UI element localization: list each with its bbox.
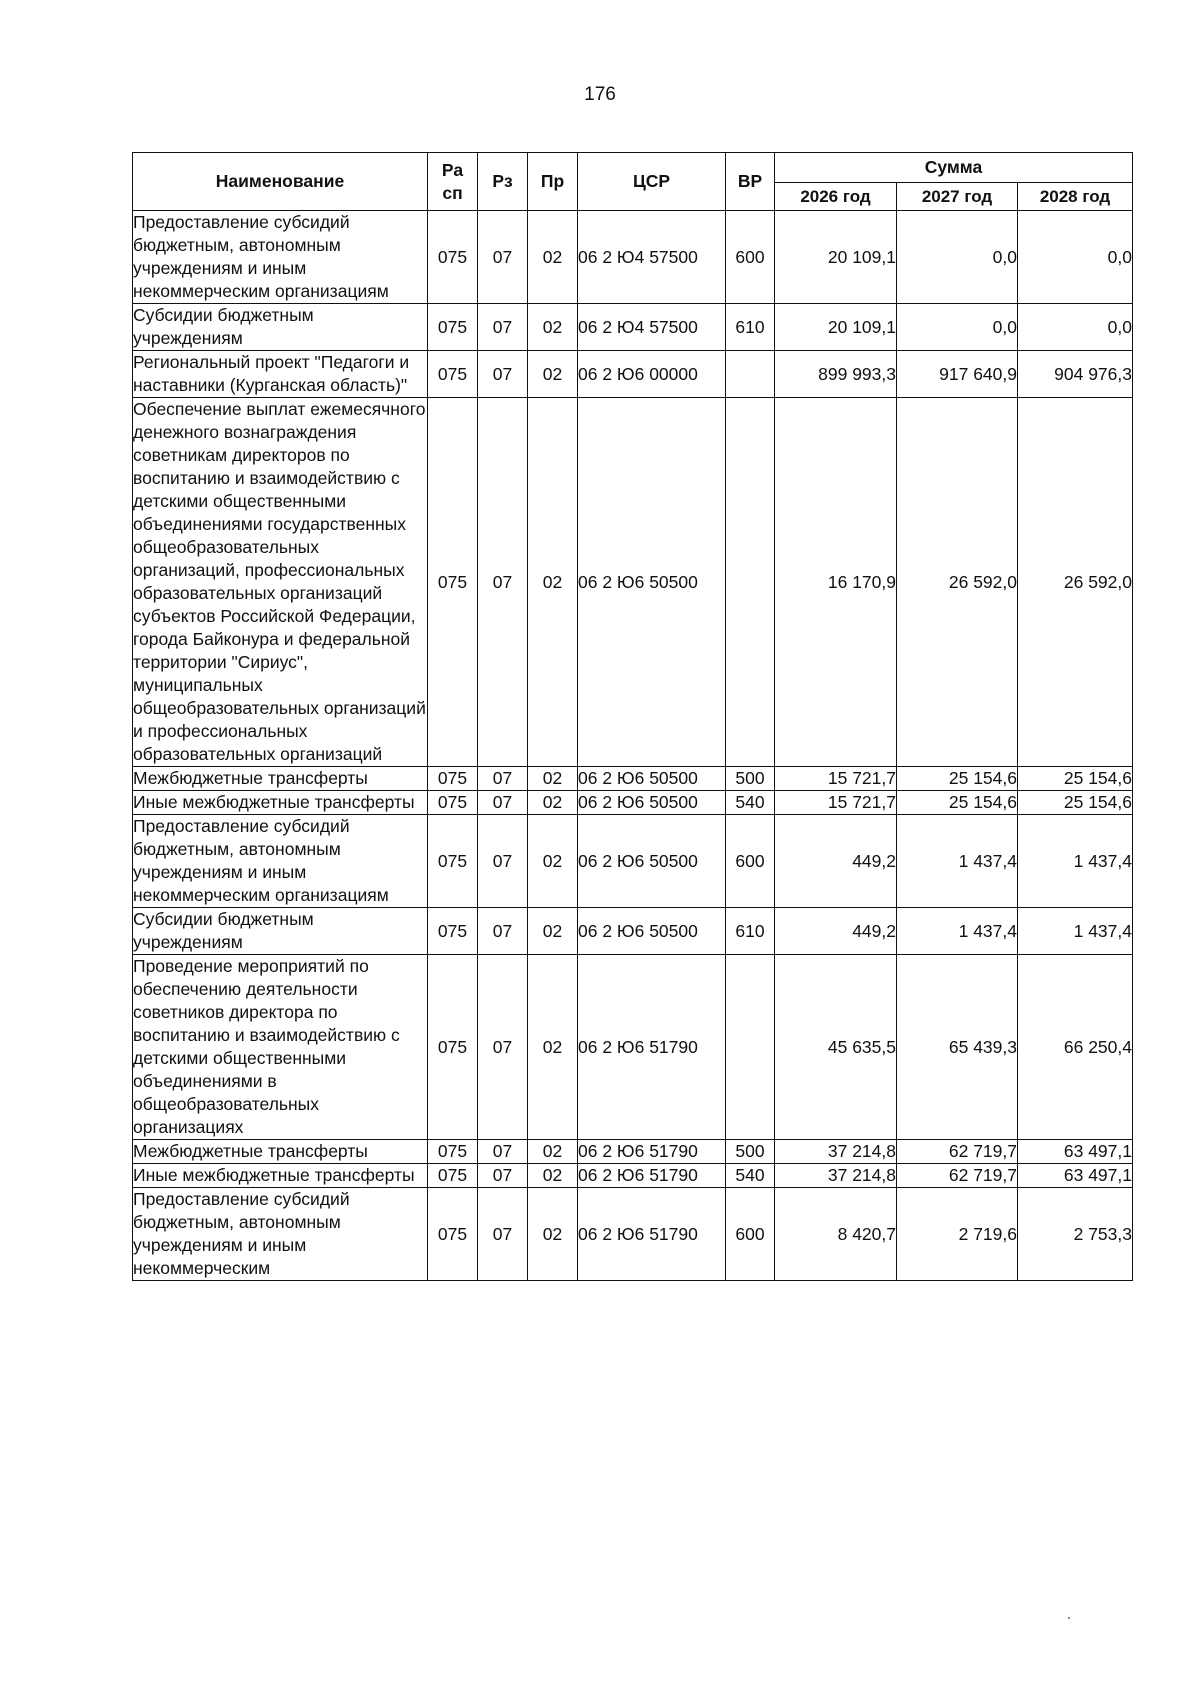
cell-rz: 07 bbox=[478, 815, 528, 908]
budget-table bbox=[132, 152, 1133, 1281]
cell-rz: 07 bbox=[478, 398, 528, 767]
cell-name: Предоставление субсидий бюджетным, автономным учреждениям и иным некоммерческим организациям bbox=[133, 815, 428, 908]
cell-rasp: 075 bbox=[428, 767, 478, 791]
cell-rasp: 075 bbox=[428, 351, 478, 398]
cell-2028: 26 592,0 bbox=[1018, 398, 1133, 767]
cell-2026: 15 721,7 bbox=[775, 767, 897, 791]
cell-2027: 25 154,6 bbox=[897, 791, 1018, 815]
header-year-2028: 2028 год bbox=[1018, 183, 1133, 211]
cell-2026: 8 420,7 bbox=[775, 1188, 897, 1281]
cell-2027: 25 154,6 bbox=[897, 767, 1018, 791]
cell-csr: 06 2 Ю6 50500 bbox=[578, 908, 726, 955]
cell-2027: 0,0 bbox=[897, 211, 1018, 304]
page-number: 176 bbox=[584, 84, 616, 105]
table-row bbox=[133, 211, 1133, 304]
cell-2028: 66 250,4 bbox=[1018, 955, 1133, 1140]
header-year-2027: 2027 год bbox=[897, 183, 1018, 211]
cell-pr: 02 bbox=[528, 955, 578, 1140]
cell-2028: 0,0 bbox=[1018, 211, 1133, 304]
cell-pr: 02 bbox=[528, 1140, 578, 1164]
cell-rz: 07 bbox=[478, 351, 528, 398]
header-rz: Рз bbox=[478, 153, 528, 211]
cell-csr: 06 2 Ю6 00000 bbox=[578, 351, 726, 398]
cell-2026: 449,2 bbox=[775, 815, 897, 908]
cell-vr: 540 bbox=[726, 1164, 775, 1188]
cell-rasp: 075 bbox=[428, 1140, 478, 1164]
cell-2026: 899 993,3 bbox=[775, 351, 897, 398]
cell-pr: 02 bbox=[528, 1164, 578, 1188]
cell-vr: 600 bbox=[726, 815, 775, 908]
cell-name: Иные межбюджетные трансферты bbox=[133, 1164, 428, 1188]
cell-rasp: 075 bbox=[428, 791, 478, 815]
header-year-2026: 2026 год bbox=[775, 183, 897, 211]
header-pr: Пр bbox=[528, 153, 578, 211]
cell-name: Иные межбюджетные трансферты bbox=[133, 791, 428, 815]
cell-2027: 917 640,9 bbox=[897, 351, 1018, 398]
table-row bbox=[133, 398, 1133, 767]
cell-2028: 63 497,1 bbox=[1018, 1164, 1133, 1188]
cell-rz: 07 bbox=[478, 908, 528, 955]
cell-vr bbox=[726, 955, 775, 1140]
cell-vr: 600 bbox=[726, 1188, 775, 1281]
cell-2027: 62 719,7 bbox=[897, 1140, 1018, 1164]
cell-name: Субсидии бюджетным учреждениям bbox=[133, 304, 428, 351]
table-body bbox=[133, 211, 1133, 1281]
table-row bbox=[133, 815, 1133, 908]
cell-name: Предоставление субсидий бюджетным, автономным учреждениям и иным некоммерческим bbox=[133, 1188, 428, 1281]
cell-rasp: 075 bbox=[428, 304, 478, 351]
cell-vr: 500 bbox=[726, 767, 775, 791]
cell-2028: 904 976,3 bbox=[1018, 351, 1133, 398]
cell-name: Проведение мероприятий по обеспечению деятельности советников директора по воспитанию и взаимодействию с детскими общественными объединениями в общеобразовательных организациях bbox=[133, 955, 428, 1140]
cell-2028: 63 497,1 bbox=[1018, 1140, 1133, 1164]
cell-rz: 07 bbox=[478, 1164, 528, 1188]
cell-2028: 0,0 bbox=[1018, 304, 1133, 351]
cell-pr: 02 bbox=[528, 767, 578, 791]
header-rasp-label: Ра сп bbox=[441, 159, 464, 203]
cell-csr: 06 2 Ю6 50500 bbox=[578, 398, 726, 767]
cell-2026: 37 214,8 bbox=[775, 1140, 897, 1164]
cell-rz: 07 bbox=[478, 1140, 528, 1164]
cell-2027: 0,0 bbox=[897, 304, 1018, 351]
cell-2026: 449,2 bbox=[775, 908, 897, 955]
cell-pr: 02 bbox=[528, 1188, 578, 1281]
cell-pr: 02 bbox=[528, 398, 578, 767]
cell-2028: 25 154,6 bbox=[1018, 767, 1133, 791]
header-rasp bbox=[428, 153, 478, 211]
cell-name: Региональный проект "Педагоги и наставники (Курганская область)" bbox=[133, 351, 428, 398]
cell-vr bbox=[726, 398, 775, 767]
cell-pr: 02 bbox=[528, 211, 578, 304]
cell-csr: 06 2 Ю6 50500 bbox=[578, 791, 726, 815]
cell-csr: 06 2 Ю6 51790 bbox=[578, 1188, 726, 1281]
cell-rasp: 075 bbox=[428, 815, 478, 908]
table-row bbox=[133, 908, 1133, 955]
table-row bbox=[133, 1188, 1133, 1281]
header-sum: Сумма bbox=[775, 153, 1133, 183]
cell-pr: 02 bbox=[528, 791, 578, 815]
cell-2027: 65 439,3 bbox=[897, 955, 1018, 1140]
table-header bbox=[133, 153, 1133, 211]
cell-csr: 06 2 Ю6 50500 bbox=[578, 767, 726, 791]
table-row bbox=[133, 1140, 1133, 1164]
cell-2026: 20 109,1 bbox=[775, 304, 897, 351]
cell-vr: 500 bbox=[726, 1140, 775, 1164]
cell-csr: 06 2 Ю6 51790 bbox=[578, 955, 726, 1140]
header-name: Наименование bbox=[133, 153, 428, 211]
table-row bbox=[133, 304, 1133, 351]
cell-name: Предоставление субсидий бюджетным, автономным учреждениям и иным некоммерческим организациям bbox=[133, 211, 428, 304]
table-row bbox=[133, 351, 1133, 398]
cell-rz: 07 bbox=[478, 304, 528, 351]
cell-rasp: 075 bbox=[428, 211, 478, 304]
cell-csr: 06 2 Ю6 51790 bbox=[578, 1140, 726, 1164]
table-row bbox=[133, 955, 1133, 1140]
cell-vr: 610 bbox=[726, 304, 775, 351]
cell-2026: 45 635,5 bbox=[775, 955, 897, 1140]
cell-rz: 07 bbox=[478, 1188, 528, 1281]
cell-csr: 06 2 Ю4 57500 bbox=[578, 211, 726, 304]
cell-csr: 06 2 Ю6 51790 bbox=[578, 1164, 726, 1188]
cell-2027: 2 719,6 bbox=[897, 1188, 1018, 1281]
header-vr: ВР bbox=[726, 153, 775, 211]
cell-csr: 06 2 Ю6 50500 bbox=[578, 815, 726, 908]
cell-pr: 02 bbox=[528, 815, 578, 908]
cell-2028: 1 437,4 bbox=[1018, 815, 1133, 908]
cell-rasp: 075 bbox=[428, 908, 478, 955]
cell-rasp: 075 bbox=[428, 1164, 478, 1188]
cell-2028: 2 753,3 bbox=[1018, 1188, 1133, 1281]
cell-rasp: 075 bbox=[428, 1188, 478, 1281]
cell-vr: 600 bbox=[726, 211, 775, 304]
cell-name: Субсидии бюджетным учреждениям bbox=[133, 908, 428, 955]
table-row bbox=[133, 791, 1133, 815]
cell-pr: 02 bbox=[528, 908, 578, 955]
table-row bbox=[133, 767, 1133, 791]
cell-csr: 06 2 Ю4 57500 bbox=[578, 304, 726, 351]
scan-speck bbox=[1068, 1617, 1070, 1619]
cell-rz: 07 bbox=[478, 211, 528, 304]
cell-rz: 07 bbox=[478, 955, 528, 1140]
cell-name: Межбюджетные трансферты bbox=[133, 1140, 428, 1164]
table-row bbox=[133, 1164, 1133, 1188]
cell-2026: 20 109,1 bbox=[775, 211, 897, 304]
header-csr: ЦСР bbox=[578, 153, 726, 211]
cell-2027: 1 437,4 bbox=[897, 815, 1018, 908]
cell-2028: 25 154,6 bbox=[1018, 791, 1133, 815]
cell-name: Межбюджетные трансферты bbox=[133, 767, 428, 791]
cell-2026: 37 214,8 bbox=[775, 1164, 897, 1188]
cell-2026: 15 721,7 bbox=[775, 791, 897, 815]
cell-vr: 610 bbox=[726, 908, 775, 955]
cell-name: Обеспечение выплат ежемесячного денежного вознаграждения советникам директоров по воспитанию и взаимодействию с детскими общественными объединениями государственных общеобразовательных организаций, профессиональных образовательных организаций субъектов Российской Федерации, города Байконура и федеральной территории "Сириус", муниципальных общеобразовательных организаций и профессиональных образовательных организаций bbox=[133, 398, 428, 767]
cell-2027: 1 437,4 bbox=[897, 908, 1018, 955]
cell-2027: 62 719,7 bbox=[897, 1164, 1018, 1188]
cell-rasp: 075 bbox=[428, 398, 478, 767]
cell-rasp: 075 bbox=[428, 955, 478, 1140]
cell-vr: 540 bbox=[726, 791, 775, 815]
cell-2028: 1 437,4 bbox=[1018, 908, 1133, 955]
cell-pr: 02 bbox=[528, 304, 578, 351]
cell-pr: 02 bbox=[528, 351, 578, 398]
cell-rz: 07 bbox=[478, 791, 528, 815]
cell-rz: 07 bbox=[478, 767, 528, 791]
cell-vr bbox=[726, 351, 775, 398]
cell-2027: 26 592,0 bbox=[897, 398, 1018, 767]
cell-2026: 16 170,9 bbox=[775, 398, 897, 767]
